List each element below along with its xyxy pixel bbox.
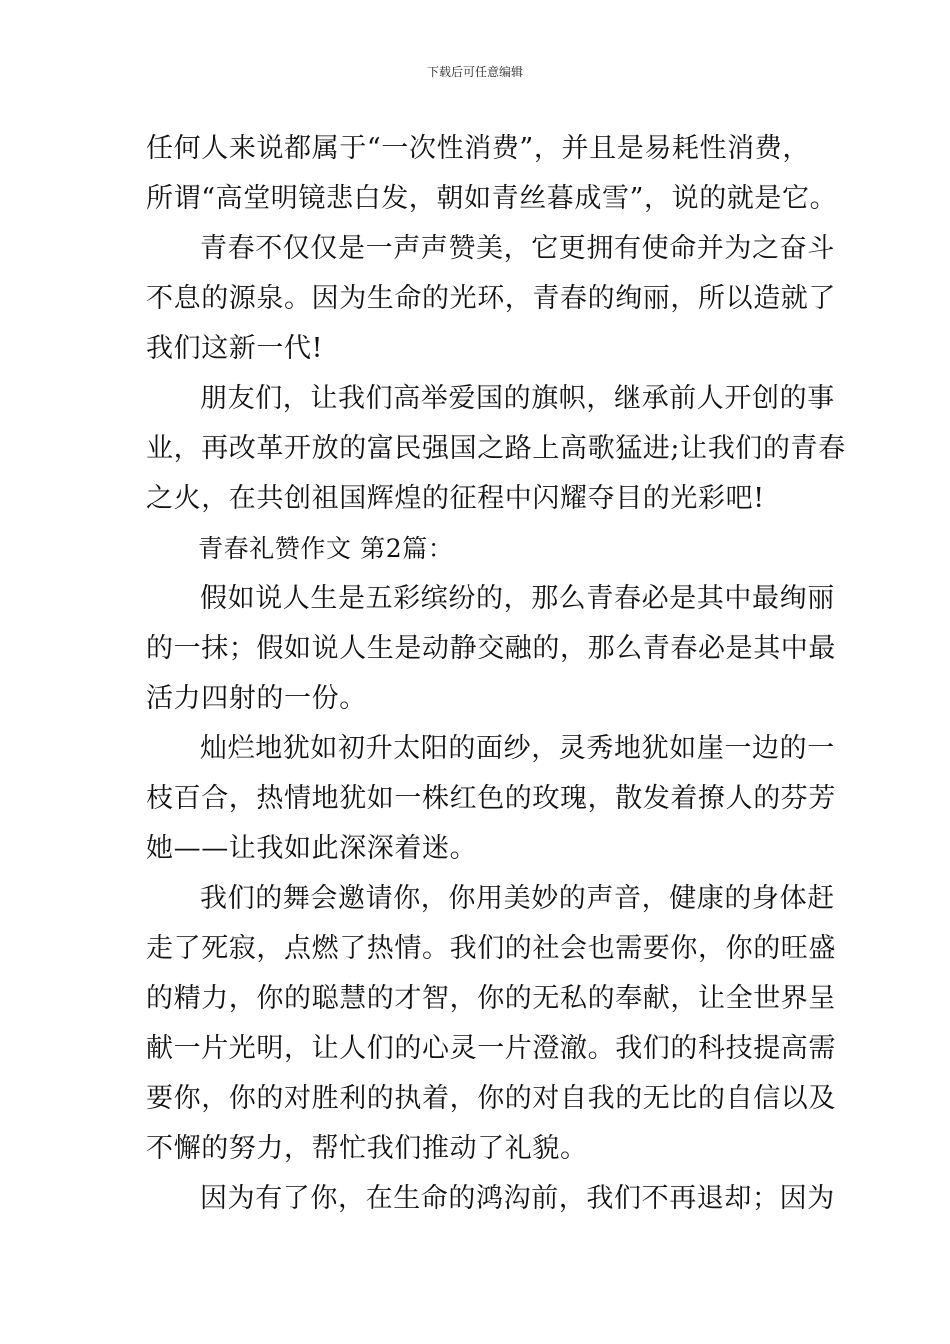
document-body bbox=[146, 124, 846, 1224]
text-line: 的一抹；假如说人生是动静交融的，那么青春必是其中最 bbox=[146, 633, 836, 664]
paragraph-start-line: 假如说人生是五彩缤纷的，那么青春必是其中最绚丽 bbox=[200, 583, 835, 614]
paragraph-start-line: 灿烂地犹如初升太阳的面纱，灵秀地犹如崖一边的一 bbox=[200, 733, 835, 764]
text-line: 的精力，你的聪慧的才智，你的无私的奉献，让全世界呈 bbox=[146, 983, 836, 1014]
text-line: 献一片光明，让人们的心灵一片澄澈。我们的科技提高需 bbox=[146, 1033, 836, 1064]
text-line: 枝百合，热情地犹如一株红色的玫瑰，散发着撩人的芬芳 bbox=[146, 783, 836, 814]
paragraph-end-line: 我们这新一代! bbox=[146, 333, 324, 364]
paragraph-end-line: 不懈的努力，帮忙我们推动了礼貌。 bbox=[146, 1133, 588, 1164]
text-line: 要你，你的对胜利的执着，你的对自我的无比的自信以及 bbox=[146, 1083, 836, 1114]
paragraph-start-line: 朋友们，让我们高举爱国的旗帜，继承前人开创的事 bbox=[200, 383, 835, 414]
paragraph-end-line: 活力四射的一份。 bbox=[146, 683, 367, 714]
paragraph-start-line: 因为有了你，在生命的鸿沟前，我们不再退却；因为 bbox=[200, 1183, 835, 1214]
text-line: 不息的源泉。因为生命的光环，青春的绚丽，所以造就了 bbox=[146, 283, 836, 314]
text-line: 走了死寂，点燃了热情。我们的社会也需要你，你的旺盛 bbox=[146, 933, 836, 964]
paragraph-end-line: 之火，在共创祖国辉煌的征程中闪耀夺目的光彩吧! bbox=[146, 483, 765, 514]
section-heading: 青春礼赞作文 第2篇： bbox=[198, 534, 454, 563]
text-line: 任何人来说都属于“一次性消费”，并且是易耗性消费， bbox=[146, 133, 810, 164]
page-header: 下载后可任意编辑 bbox=[426, 65, 523, 79]
text-line: 业，再改革开放的富民强国之路上高歌猛进;让我们的青春 bbox=[146, 433, 846, 464]
paragraph-start-line: 我们的舞会邀请你，你用美妙的声音，健康的身体赶 bbox=[200, 883, 835, 914]
text-line: 所谓“高堂明镜悲白发，朝如青丝暮成雪”，说的就是它。 bbox=[146, 183, 838, 214]
paragraph-end-line: 她——让我如此深深着迷。 bbox=[146, 833, 478, 864]
paragraph-start-line: 青春不仅仅是一声声赞美，它更拥有使命并为之奋斗 bbox=[200, 233, 835, 264]
